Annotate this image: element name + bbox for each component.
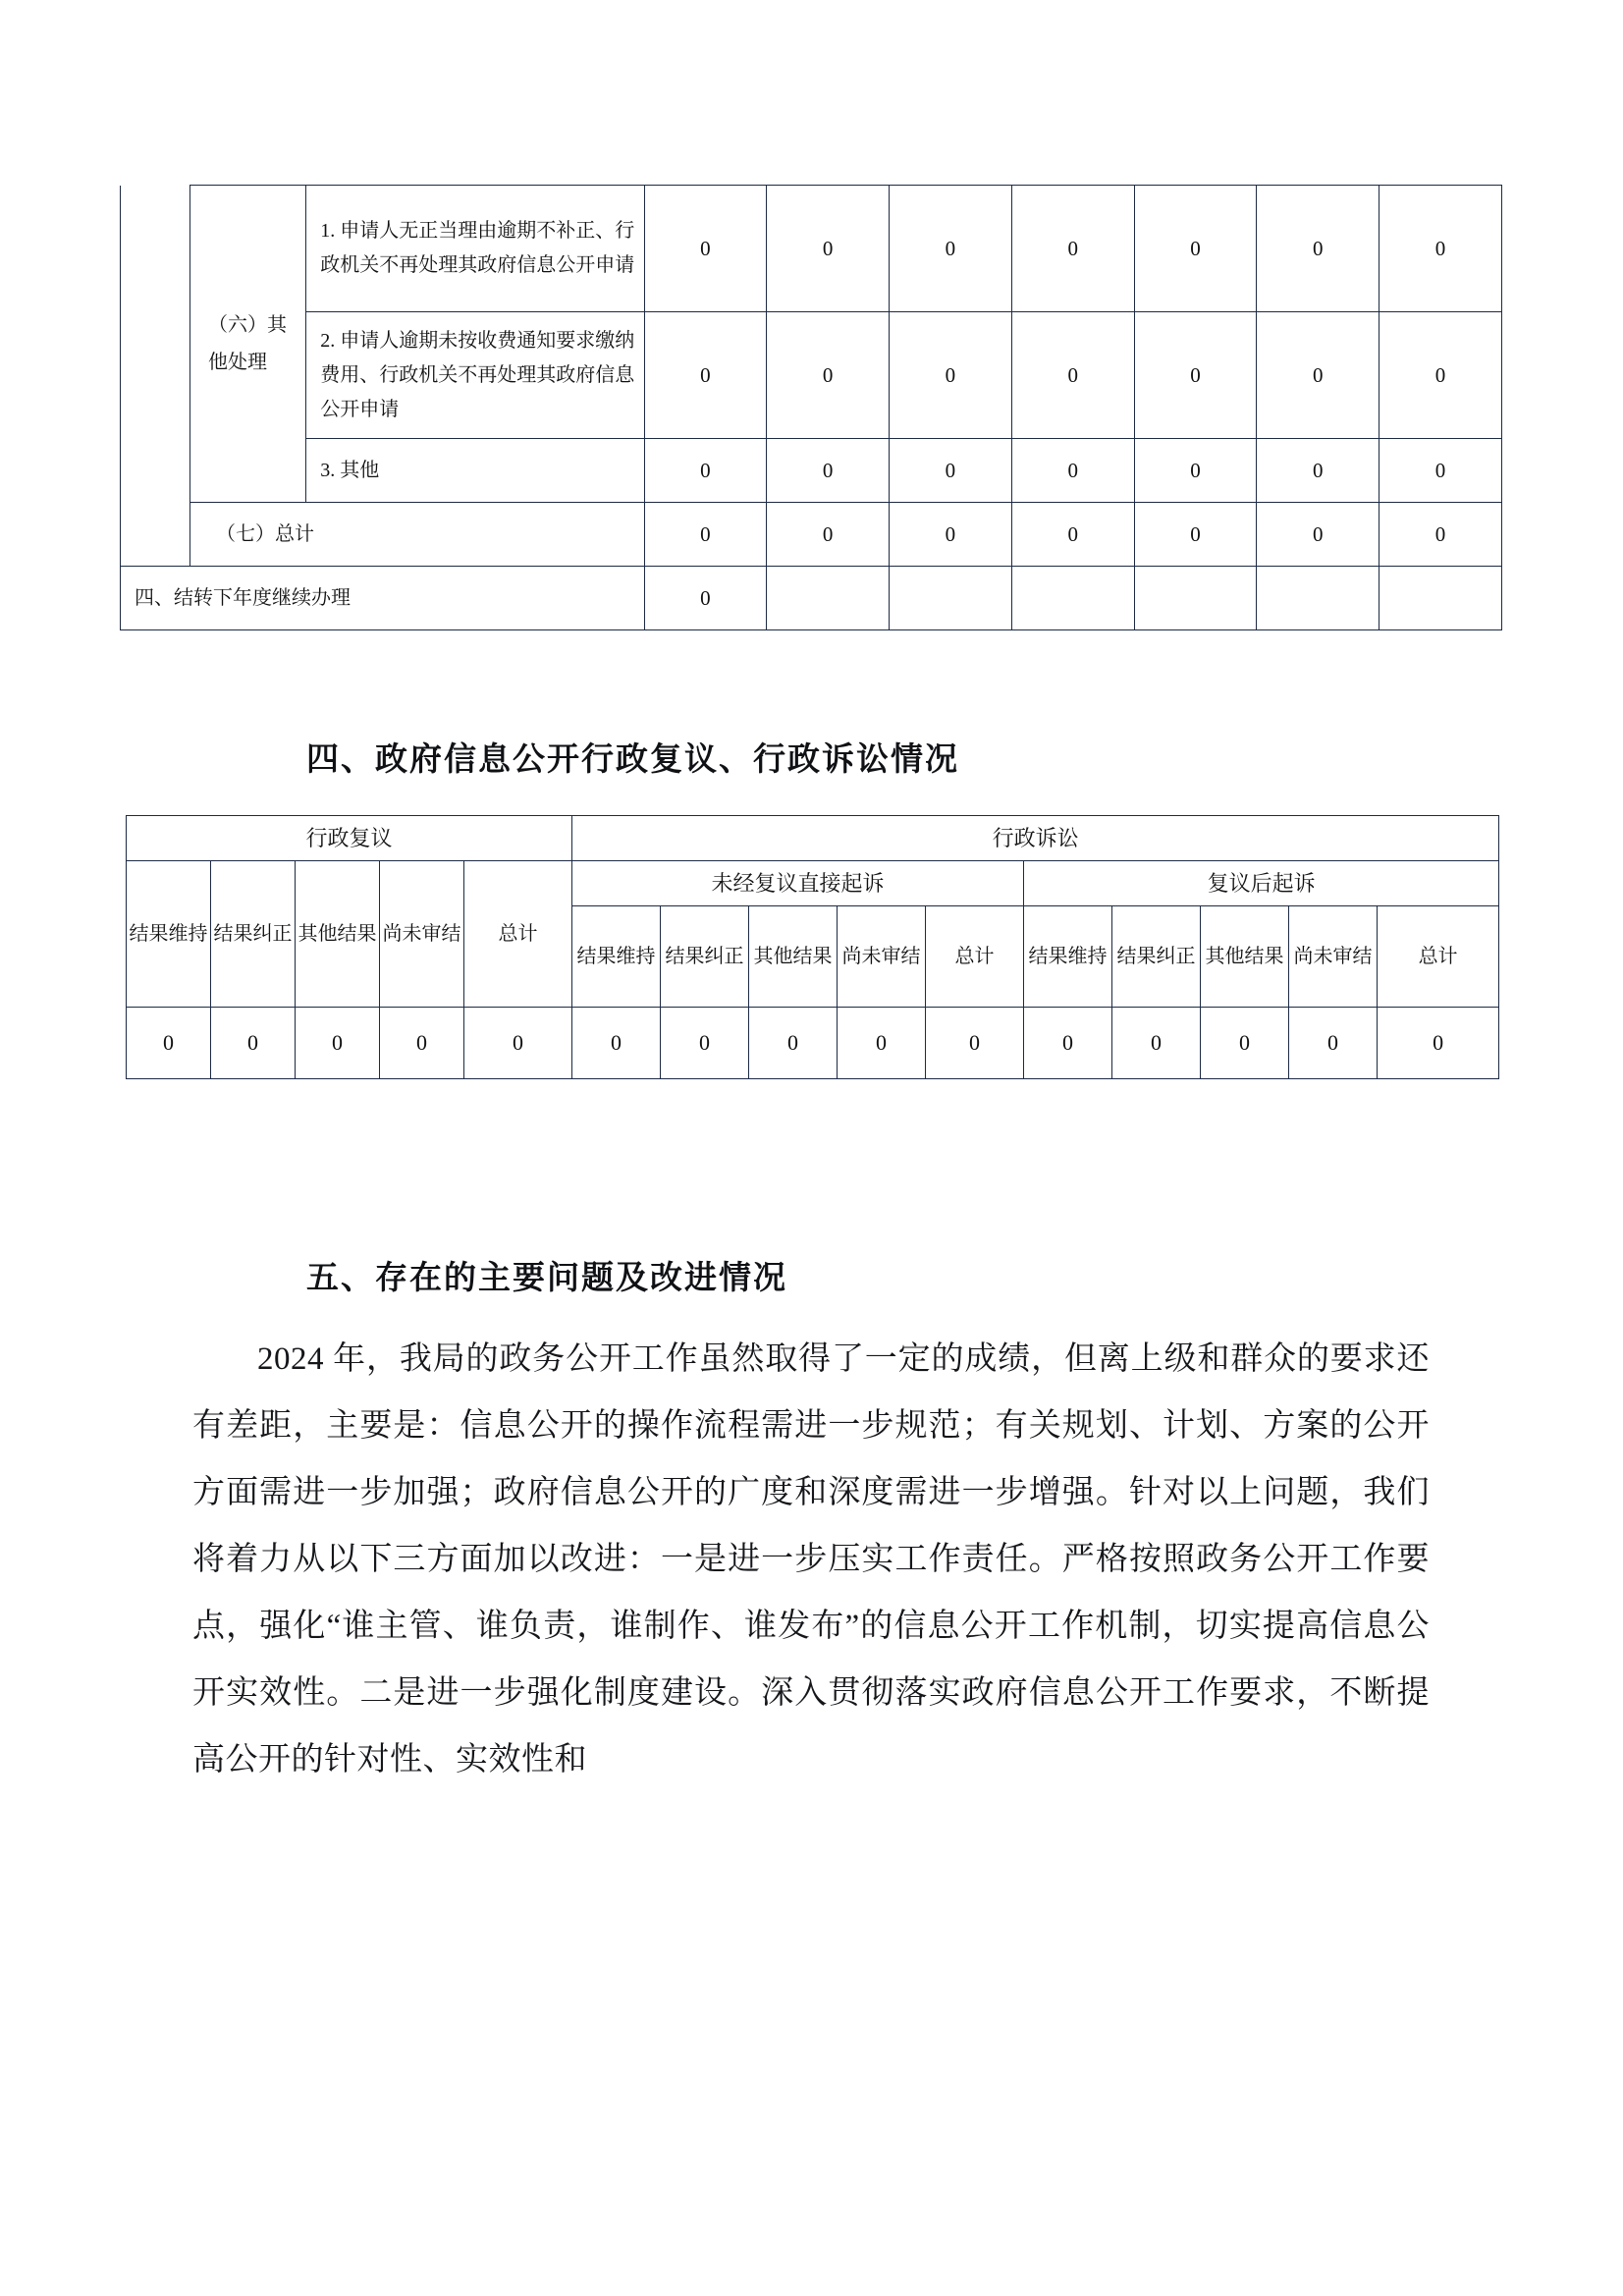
cell-value: 0 — [890, 312, 1012, 439]
empty-cell — [767, 567, 890, 630]
cell-value: 0 — [1257, 312, 1380, 439]
cell-value: 0 — [838, 1008, 926, 1079]
table-header-row — [127, 861, 1499, 906]
cell-value: 0 — [211, 1008, 296, 1079]
row-item-label: 3. 其他 — [306, 439, 644, 503]
cell-value: 0 — [1134, 186, 1257, 312]
cell-value: 0 — [1201, 1008, 1289, 1079]
cell-value: 0 — [1134, 312, 1257, 439]
cell-value: 0 — [644, 186, 767, 312]
cell-value: 0 — [644, 439, 767, 503]
header-result-upheld: 结果维持 — [127, 861, 211, 1008]
table-row-carryover — [121, 567, 1502, 630]
table-row — [127, 1008, 1499, 1079]
empty-cell — [1380, 567, 1502, 630]
group-header-litigation: 行政诉讼 — [572, 816, 1499, 861]
cell-value: 0 — [644, 312, 767, 439]
cell-value: 0 — [1024, 1008, 1112, 1079]
header-total: 总计 — [926, 906, 1024, 1008]
header-result-corrected: 结果纠正 — [211, 861, 296, 1008]
table-row-total — [121, 503, 1502, 567]
outer-blank-cell — [121, 186, 190, 503]
carryover-label: 四、结转下年度继续办理 — [121, 567, 645, 630]
cell-value: 0 — [1380, 439, 1502, 503]
subgroup-header-after: 复议后起诉 — [1024, 861, 1499, 906]
group-header-reconsideration: 行政复议 — [127, 816, 572, 861]
cell-value: 0 — [1011, 186, 1134, 312]
cell-value: 0 — [1380, 503, 1502, 567]
empty-cell — [890, 567, 1012, 630]
header-pending: 尚未审结 — [838, 906, 926, 1008]
table-row — [121, 186, 1502, 312]
subgroup-header-direct: 未经复议直接起诉 — [572, 861, 1024, 906]
cell-value: 0 — [1011, 312, 1134, 439]
header-result-upheld: 结果维持 — [1024, 906, 1112, 1008]
table — [120, 185, 1502, 630]
cell-value: 0 — [127, 1008, 211, 1079]
header-result-upheld: 结果维持 — [572, 906, 661, 1008]
cell-value: 0 — [1257, 186, 1380, 312]
header-result-other: 其他结果 — [1201, 906, 1289, 1008]
cell-value: 0 — [926, 1008, 1024, 1079]
cell-value: 0 — [1289, 1008, 1378, 1079]
cell-value: 0 — [572, 1008, 661, 1079]
cell-value: 0 — [1011, 439, 1134, 503]
table — [126, 815, 1499, 1079]
row-item-label: 1. 申请人无正当理由逾期不补正、行政机关不再处理其政府信息公开申请 — [306, 186, 644, 312]
cell-value: 0 — [749, 1008, 838, 1079]
cell-value: 0 — [767, 503, 890, 567]
table-disposal-continuation — [120, 185, 1502, 630]
total-row-label: （七）总计 — [189, 503, 644, 567]
header-result-corrected: 结果纠正 — [1112, 906, 1201, 1008]
cell-value: 0 — [1134, 503, 1257, 567]
cell-value: 0 — [1134, 439, 1257, 503]
cell-value: 0 — [1112, 1008, 1201, 1079]
cell-value: 0 — [644, 567, 767, 630]
row-category-label: （六）其他处理 — [189, 186, 305, 503]
cell-value: 0 — [1257, 439, 1380, 503]
header-result-corrected: 结果纠正 — [661, 906, 749, 1008]
cell-value: 0 — [767, 439, 890, 503]
header-total: 总计 — [464, 861, 572, 1008]
cell-value: 0 — [1011, 503, 1134, 567]
cell-value: 0 — [767, 186, 890, 312]
cell-value: 0 — [296, 1008, 380, 1079]
empty-cell — [1011, 567, 1134, 630]
cell-value: 0 — [1257, 503, 1380, 567]
cell-value: 0 — [890, 439, 1012, 503]
section-heading-five: 五、存在的主要问题及改进情况 — [306, 1258, 787, 1296]
cell-value: 0 — [1380, 186, 1502, 312]
cell-value: 0 — [1378, 1008, 1499, 1079]
empty-cell — [1134, 567, 1257, 630]
section-five-paragraph: 2024 年，我局的政务公开工作虽然取得了一定的成绩，但离上级和群众的要求还有差距，主要是：信息公开的操作流程需进一步规范；有关规划、计划、方案的公开方面需进一步加强；政府信息公开的广度和深度需进一步增强。针对以上问题，我们将着力从以下三方面加以改进：一是进一步压实工作责任。严格按照政务公开工作要点，强化“谁主管、谁负责，谁制作、谁发布”的信息公开工作机制，切实提高信息公开实效性。二是进一步强化制度建设。深入贯彻落实政府信息公开工作要求，不断提高公开的针对性、实效性和 — [192, 1341, 1430, 1777]
header-pending: 尚未审结 — [1289, 906, 1378, 1008]
outer-blank-cell — [121, 503, 190, 567]
table-header-row — [127, 816, 1499, 861]
header-result-other: 其他结果 — [296, 861, 380, 1008]
header-total: 总计 — [1378, 906, 1499, 1008]
header-pending: 尚未审结 — [380, 861, 464, 1008]
empty-cell — [1257, 567, 1380, 630]
table-reconsideration-litigation — [126, 815, 1499, 1079]
cell-value: 0 — [464, 1008, 572, 1079]
header-result-other: 其他结果 — [749, 906, 838, 1008]
cell-value: 0 — [767, 312, 890, 439]
cell-value: 0 — [1380, 312, 1502, 439]
table-row — [121, 312, 1502, 439]
cell-value: 0 — [890, 503, 1012, 567]
cell-value: 0 — [661, 1008, 749, 1079]
cell-value: 0 — [890, 186, 1012, 312]
row-item-label: 2. 申请人逾期未按收费通知要求缴纳费用、行政机关不再处理其政府信息公开申请 — [306, 312, 644, 439]
table-row — [121, 439, 1502, 503]
cell-value: 0 — [380, 1008, 464, 1079]
cell-value: 0 — [644, 503, 767, 567]
section-heading-four: 四、政府信息公开行政复议、行政诉讼情况 — [306, 739, 959, 778]
